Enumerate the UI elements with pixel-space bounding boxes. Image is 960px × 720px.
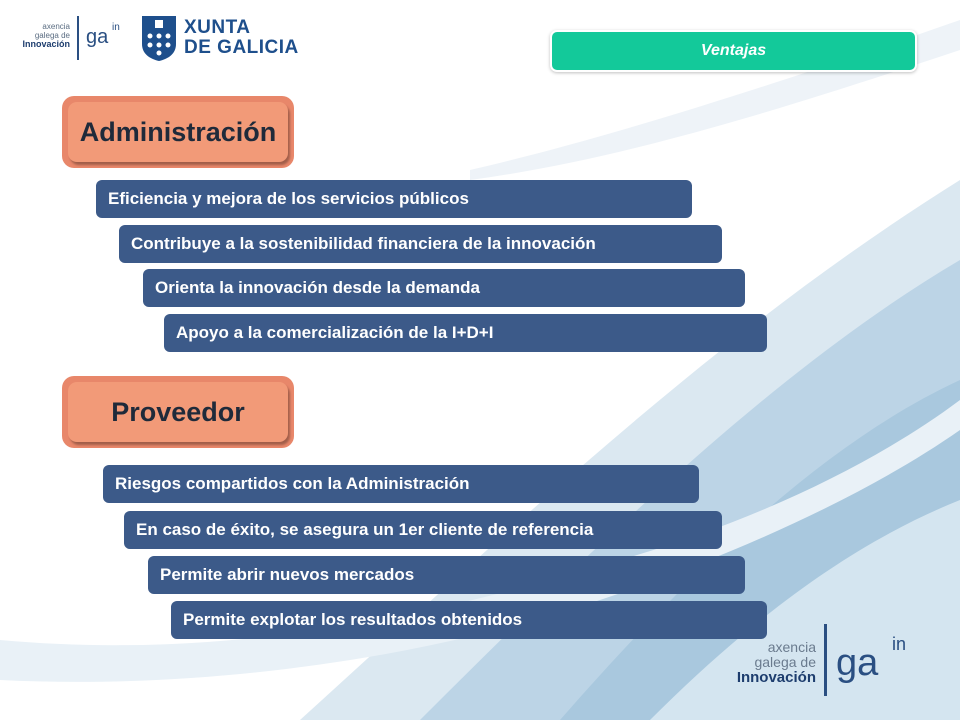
gain-logo-line2: galega de — [34, 31, 70, 40]
gain-logo-footer — [724, 620, 934, 700]
gain-logo — [14, 16, 124, 60]
section-title: Proveedor — [68, 382, 288, 442]
gain-logo-line3: Innovación — [736, 669, 816, 686]
section-title: Administración — [68, 102, 288, 162]
gain-logo-divider — [824, 624, 827, 696]
gain-logo-line1: axencia — [42, 22, 70, 31]
xunta-logo — [140, 14, 300, 62]
benefit-item: En caso de éxito, se asegura un 1er cliente de referencia — [124, 511, 722, 549]
xunta-shield-icon — [140, 14, 178, 62]
benefit-item: Permite explotar los resultados obtenidos — [171, 601, 767, 639]
benefit-item: Apoyo a la comercialización de la I+D+I — [164, 314, 767, 352]
gain-logo-divider — [77, 16, 79, 60]
benefit-item: Riesgos compartidos con la Administración — [103, 465, 699, 503]
benefit-item: Permite abrir nuevos mercados — [148, 556, 745, 594]
benefit-item: Eficiencia y mejora de los servicios públicos — [96, 180, 692, 218]
benefit-item: Orienta la innovación desde la demanda — [143, 269, 745, 307]
gain-logo-mark: ga — [836, 642, 879, 684]
gain-logo-line2: galega de — [754, 654, 816, 670]
ventajas-badge: Ventajas — [550, 30, 917, 72]
xunta-logo-line1: XUNTA — [184, 17, 251, 38]
section-header-administracion — [62, 96, 294, 168]
gain-logo-line3: Innovación — [22, 39, 70, 49]
gain-logo-superscript: in — [112, 22, 120, 33]
gain-logo-line1: axencia — [767, 639, 816, 655]
gain-logo-mark: ga — [86, 26, 109, 48]
xunta-logo-line2: DE GALICIA — [184, 37, 299, 58]
section-header-proveedor — [62, 376, 294, 448]
benefit-item: Contribuye a la sostenibilidad financiera de la innovación — [119, 225, 722, 263]
gain-logo-superscript: in — [892, 634, 907, 654]
